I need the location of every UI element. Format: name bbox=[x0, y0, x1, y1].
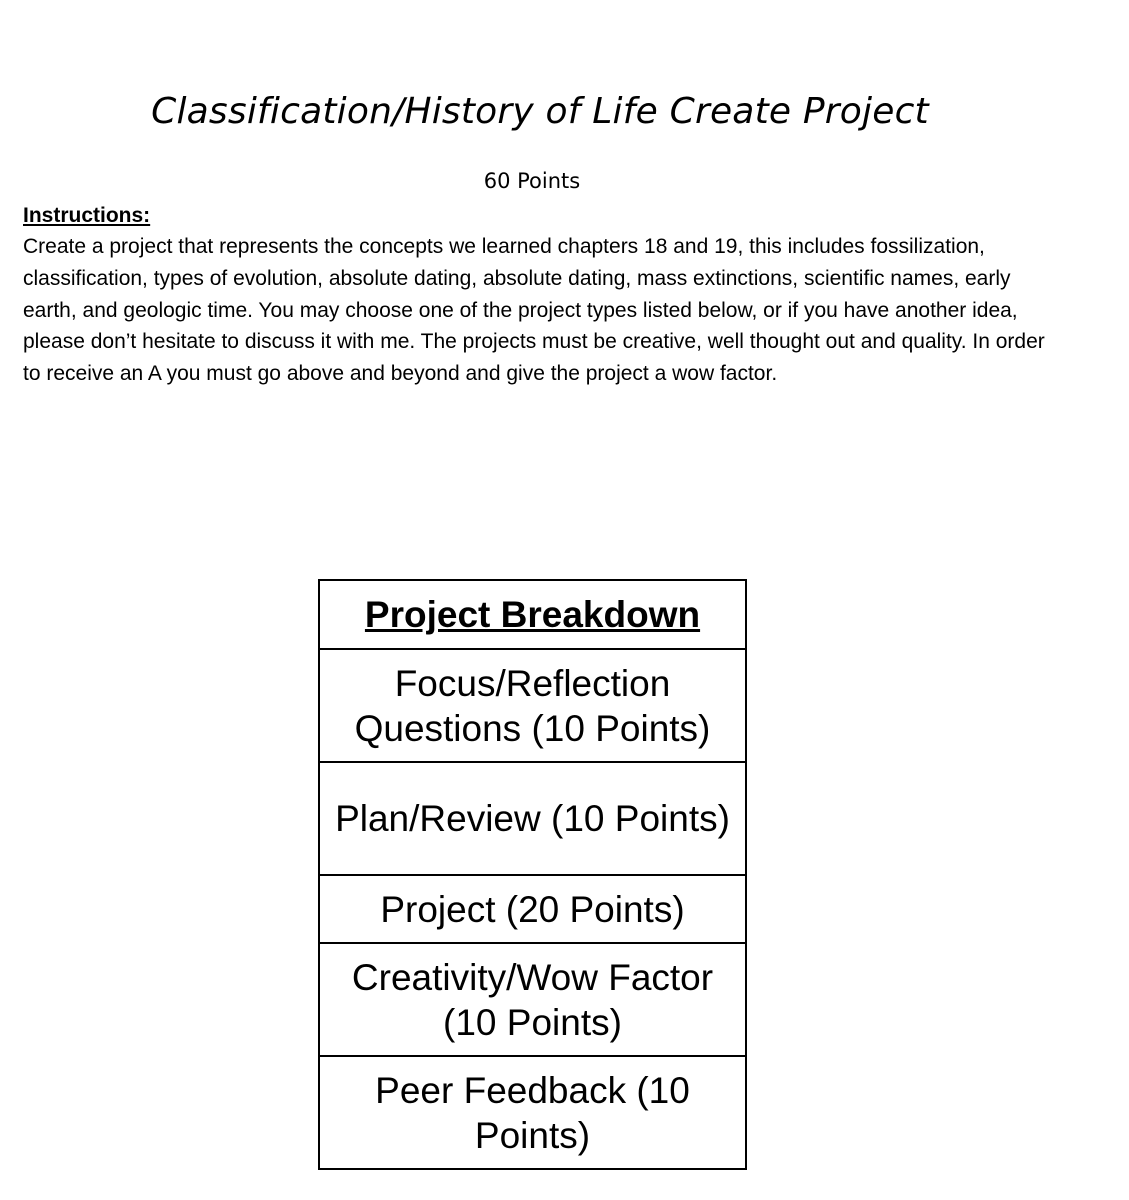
project-breakdown-table bbox=[318, 579, 747, 1170]
table-row bbox=[319, 649, 746, 762]
instructions-text: Create a project that represents the concepts we learned chapters 18 and 19, this includes fossilization, classification, types of evolution, absolute dating, absolute dating, mass extinctions, scientific names, early earth, and geologic time. You may choose one of the project types listed below, or if you have another idea, please don’t hesitate to discuss it with me. The projects must be creative, well thought out and quality. In order to receive an A you must go above and beyond and give the project a wow factor. bbox=[23, 235, 1045, 386]
page-title: Classification/History of Life Create Project bbox=[151, 91, 929, 132]
table-row bbox=[319, 1056, 746, 1169]
breakdown-item-focus-reflection: Focus/Reflection Questions (10 Points) bbox=[319, 649, 746, 762]
breakdown-item-creativity: Creativity/Wow Factor (10 Points) bbox=[319, 943, 746, 1056]
table-row bbox=[319, 875, 746, 943]
table-row bbox=[319, 943, 746, 1056]
breakdown-item-project: Project (20 Points) bbox=[319, 875, 746, 943]
breakdown-item-plan-review: Plan/Review (10 Points) bbox=[319, 762, 746, 875]
instructions-heading: Instructions: bbox=[23, 204, 151, 227]
breakdown-item-peer-feedback: Peer Feedback (10 Points) bbox=[319, 1056, 746, 1169]
table-header-row bbox=[319, 580, 746, 649]
total-points: 60 Points bbox=[483, 169, 581, 193]
breakdown-heading: Project Breakdown bbox=[319, 580, 746, 649]
table-row bbox=[319, 762, 746, 875]
